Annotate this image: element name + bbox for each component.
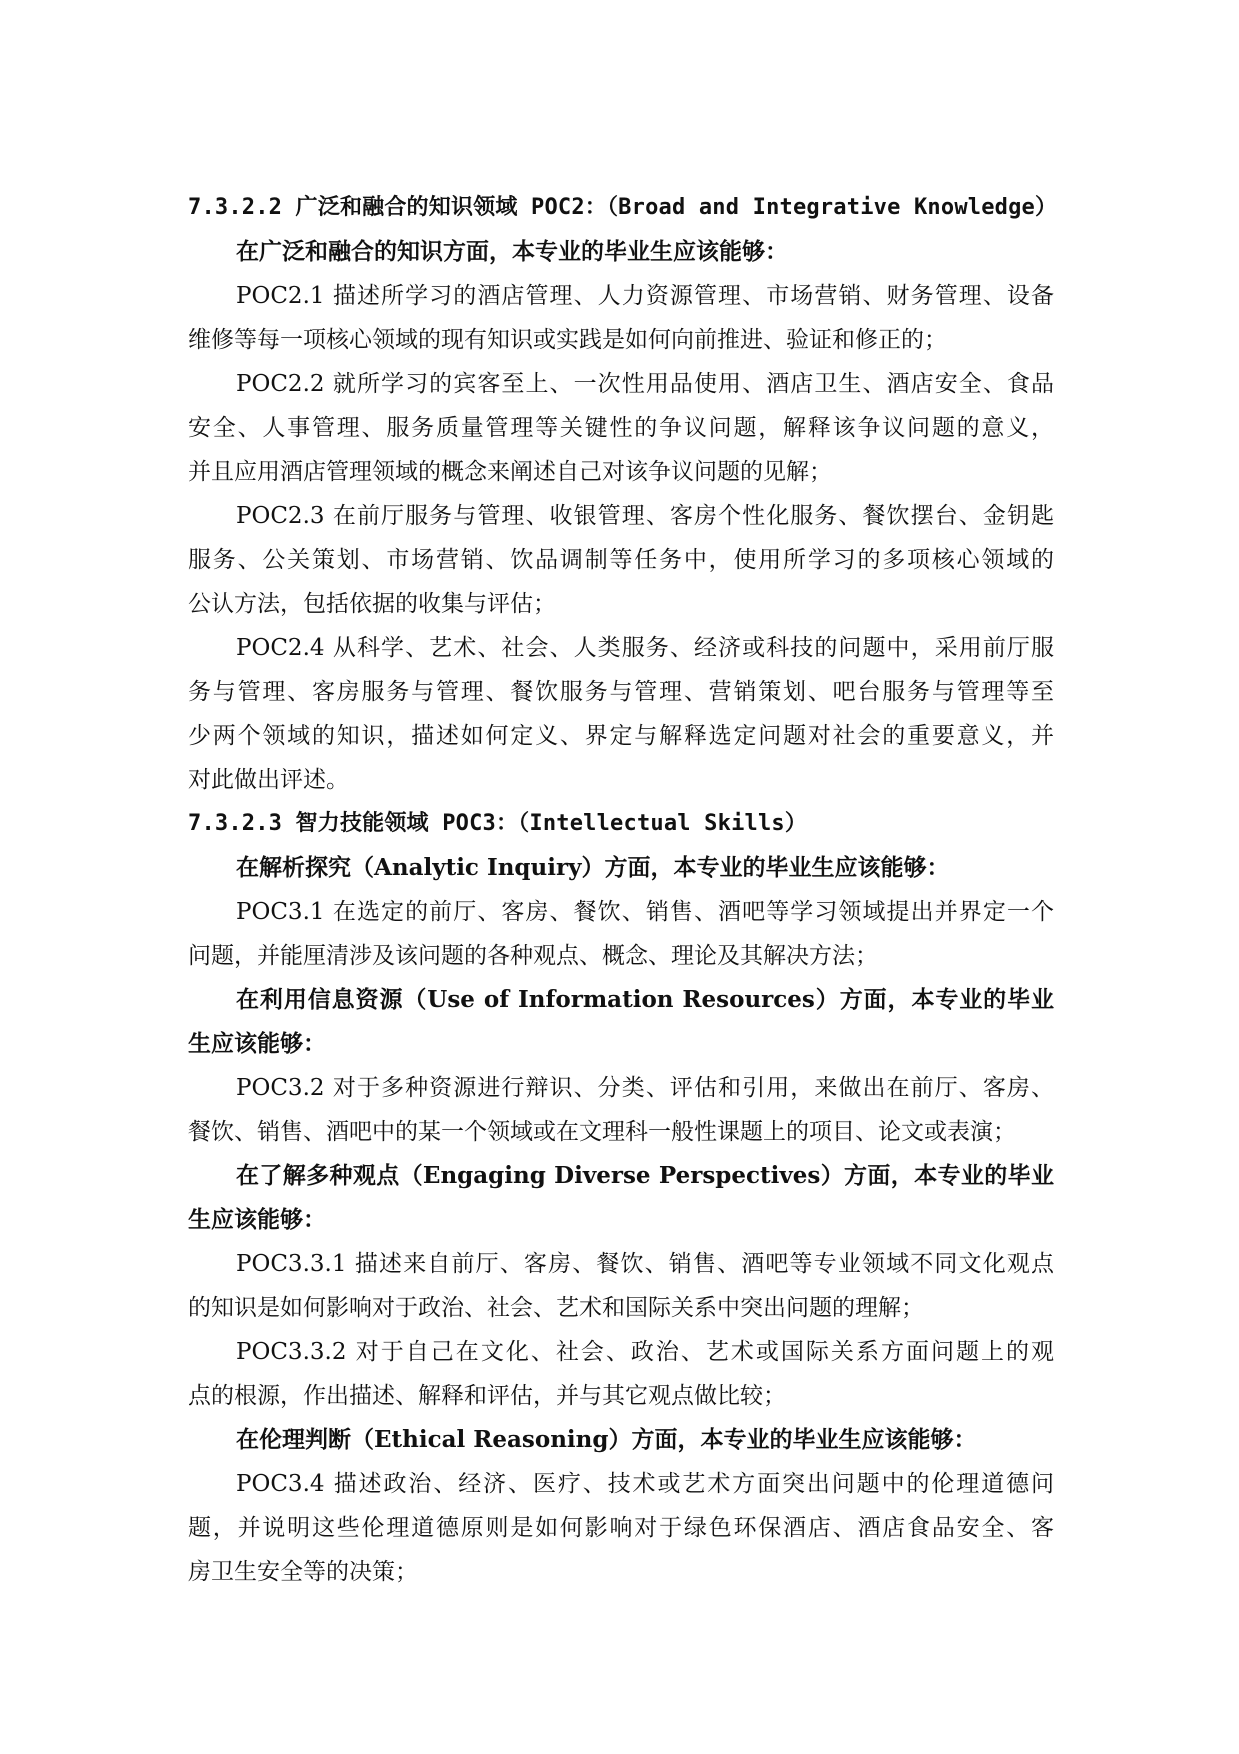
paragraph-line: 维修等每一项核心领域的现有知识或实践是如何向前推进、验证和修正的；	[188, 327, 947, 353]
paragraph-line: 在了解多种观点（Engaging Diverse Perspectives）方面，本专业的毕业	[236, 1162, 1054, 1189]
paragraph-line: POC2.3 在前厅服务与管理、收银管理、客房个性化服务、餐饮摆台、金钥匙	[236, 503, 1054, 529]
paragraph-line: 并且应用酒店管理领域的概念来阐述自己对该争议问题的见解；	[188, 459, 832, 485]
section-heading-poc3: 7.3.2.3 智力技能领域 POC3：（Intellectual Skills）	[188, 811, 808, 836]
paragraph-line: 在利用信息资源（Use of Information Resources）方面，本专业的毕业	[236, 986, 1054, 1013]
paragraph-line: 在解析探究（Analytic Inquiry）方面，本专业的毕业生应该能够：	[236, 854, 950, 881]
paragraph-line: 少两个领域的知识，描述如何定义、界定与解释选定问题对社会的重要意义，并	[188, 723, 1054, 749]
paragraph-line: 房卫生安全等的决策；	[188, 1559, 418, 1585]
paragraph-line: POC3.3.2 对于自己在文化、社会、政治、艺术或国际关系方面问题上的观	[236, 1339, 1054, 1365]
paragraph-line: POC3.1 在选定的前厅、客房、餐饮、销售、酒吧等学习领域提出并界定一个	[236, 899, 1054, 925]
document-page	[188, 186, 1058, 1594]
item-paragraph-poc2-1	[188, 274, 1054, 362]
paragraph-line: 题，并说明这些伦理道德原则是如何影响对于绿色环保酒店、酒店食品安全、客	[188, 1515, 1054, 1541]
item-paragraph-poc2-2	[188, 362, 1054, 494]
item-paragraph-poc3-1	[188, 890, 1054, 978]
item-paragraph-poc3-4	[188, 1462, 1054, 1594]
item-paragraph-poc2-3	[188, 494, 1054, 626]
intro-paragraph	[188, 846, 1054, 890]
section-heading-poc2: 7.3.2.2 广泛和融合的知识领域 POC2：（Broad and Integrative Knowledge）	[188, 195, 1058, 220]
paragraph-line: 生应该能够：	[188, 1206, 326, 1233]
paragraph-line: 对此做出评述。	[188, 767, 349, 793]
item-paragraph-poc3-3-1	[188, 1242, 1054, 1330]
paragraph-line: 服务、公关策划、市场营销、饮品调制等任务中，使用所学习的多项核心领域的	[188, 547, 1054, 573]
paragraph-line: POC2.2 就所学习的宾客至上、一次性用品使用、酒店卫生、酒店安全、食品	[236, 371, 1054, 397]
paragraph-line: 生应该能够：	[188, 1030, 326, 1057]
paragraph-line: POC3.2 对于多种资源进行辩识、分类、评估和引用，来做出在前厅、客房、	[236, 1075, 1054, 1101]
intro-paragraph	[188, 1154, 1054, 1242]
paragraph-line: 在广泛和融合的知识方面，本专业的毕业生应该能够：	[236, 238, 788, 265]
paragraph-line: 安全、人事管理、服务质量管理等关键性的争议问题，解释该争议问题的意义，	[188, 415, 1054, 441]
item-paragraph-poc2-4	[188, 626, 1054, 802]
paragraph-line: POC2.1 描述所学习的酒店管理、人力资源管理、市场营销、财务管理、设备	[236, 283, 1054, 309]
paragraph-line: 的知识是如何影响对于政治、社会、艺术和国际关系中突出问题的理解；	[188, 1295, 924, 1321]
item-paragraph-poc3-3-2	[188, 1330, 1054, 1418]
paragraph-line: 在伦理判断（Ethical Reasoning）方面，本专业的毕业生应该能够：	[236, 1426, 977, 1453]
paragraph-line: POC3.4 描述政治、经济、医疗、技术或艺术方面突出问题中的伦理道德问	[236, 1471, 1054, 1497]
paragraph-line: POC2.4 从科学、艺术、社会、人类服务、经济或科技的问题中，采用前厅服	[236, 635, 1054, 661]
item-paragraph-poc3-2	[188, 1066, 1054, 1154]
paragraph-line: 点的根源，作出描述、解释和评估，并与其它观点做比较；	[188, 1383, 786, 1409]
paragraph-line: 问题，并能厘清涉及该问题的各种观点、概念、理论及其解决方法；	[188, 943, 878, 969]
paragraph-line: POC3.3.1 描述来自前厅、客房、餐饮、销售、酒吧等专业领域不同文化观点	[236, 1251, 1054, 1277]
intro-paragraph	[188, 978, 1054, 1066]
intro-paragraph	[188, 1418, 1054, 1462]
paragraph-line: 务与管理、客房服务与管理、餐饮服务与管理、营销策划、吧台服务与管理等至	[188, 679, 1054, 705]
paragraph-line: 公认方法，包括依据的收集与评估；	[188, 591, 556, 617]
intro-paragraph	[188, 230, 1054, 274]
paragraph-line: 餐饮、销售、酒吧中的某一个领域或在文理科一般性课题上的项目、论文或表演；	[188, 1119, 1016, 1145]
